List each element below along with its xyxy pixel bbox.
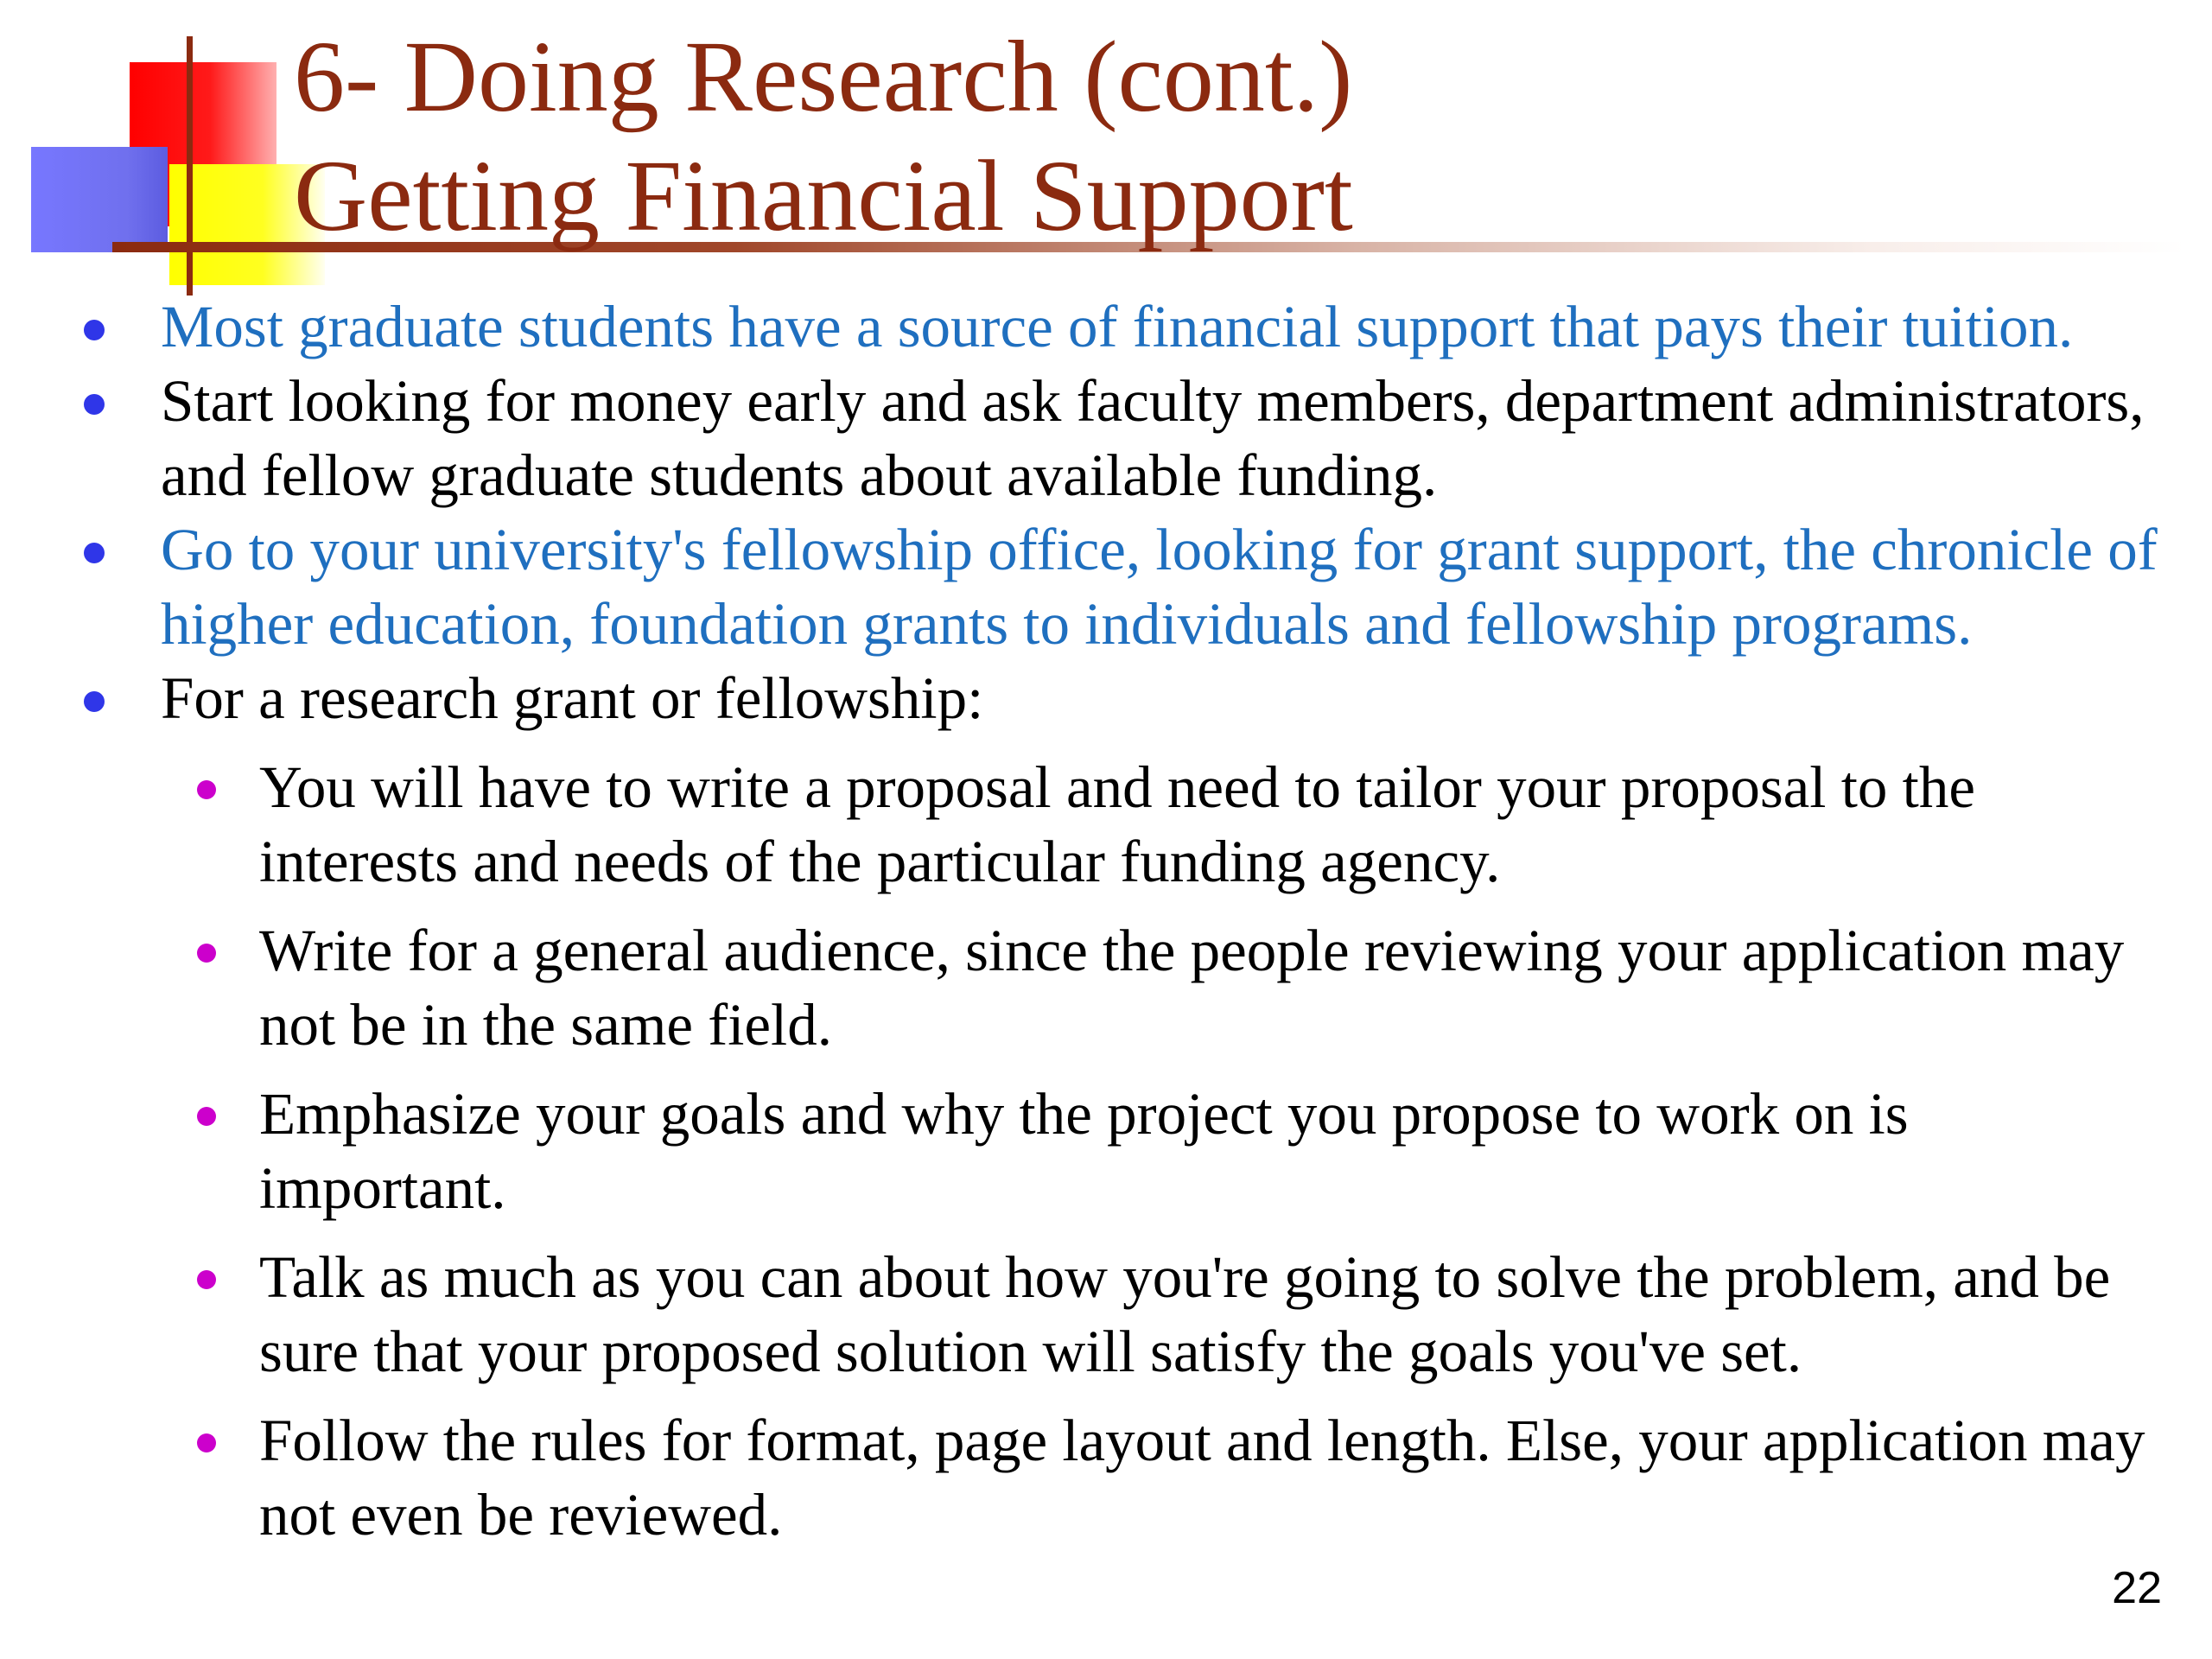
bullet-text: Most graduate students have a source of financial support that pays their tuition. (161, 294, 2074, 359)
title-line-2: Getting Financial Support (294, 139, 1353, 252)
bullet-dot-icon (84, 320, 105, 340)
slide-title (294, 17, 1936, 256)
sub-bullet-item-4 (259, 1240, 2160, 1389)
bullet-item-4 (161, 661, 2174, 735)
bullet-text: For a research grant or fellowship: (161, 665, 984, 731)
sub-bullet-item-3 (259, 1077, 2160, 1225)
sub-bullet-item-1 (259, 750, 2160, 899)
bullet-dot-icon (84, 543, 105, 563)
sub-bullet-dot-icon (197, 780, 216, 799)
sub-bullet-dot-icon (197, 1433, 216, 1452)
page-number: 22 (2112, 1563, 2162, 1613)
sub-bullet-text: You will have to write a proposal and need to tailor your proposal to the interests and needs of the particular funding agency. (259, 754, 1975, 894)
bullet-text: Go to your university's fellowship office, looking for grant support, the chronicle of higher education, foundation grants to individuals and fellowship programs. (161, 517, 2158, 657)
sub-bullet-dot-icon (197, 1270, 216, 1289)
bullet-dot-icon (84, 691, 105, 712)
bullet-item-3 (161, 512, 2174, 661)
sub-bullet-item-5 (259, 1403, 2160, 1552)
bullet-item-1 (161, 289, 2174, 364)
sub-bullet-dot-icon (197, 1107, 216, 1126)
decorative-blue-square (31, 147, 168, 252)
title-line-1: 6- Doing Research (cont.) (294, 20, 1353, 133)
bullet-item-2 (161, 364, 2174, 512)
sub-bullet-text: Emphasize your goals and why the project you propose to work on is important. (259, 1081, 1909, 1221)
bullet-text: Start looking for money early and ask faculty members, department administrators, and fellow graduate students about available funding. (161, 368, 2145, 508)
sub-bullet-text: Write for a general audience, since the people reviewing your application may not be in the same field. (259, 918, 2125, 1058)
bullet-dot-icon (84, 394, 105, 415)
sub-bullet-text: Follow the rules for format, page layout and length. Else, your application may not even be reviewed. (259, 1408, 2145, 1548)
decorative-vertical-line (187, 36, 193, 296)
sub-bullet-dot-icon (197, 944, 216, 963)
sub-bullet-text: Talk as much as you can about how you're going to solve the problem, and be sure that your proposed solution will satisfy the goals you've set. (259, 1244, 2111, 1384)
sub-bullet-item-2 (259, 913, 2160, 1062)
